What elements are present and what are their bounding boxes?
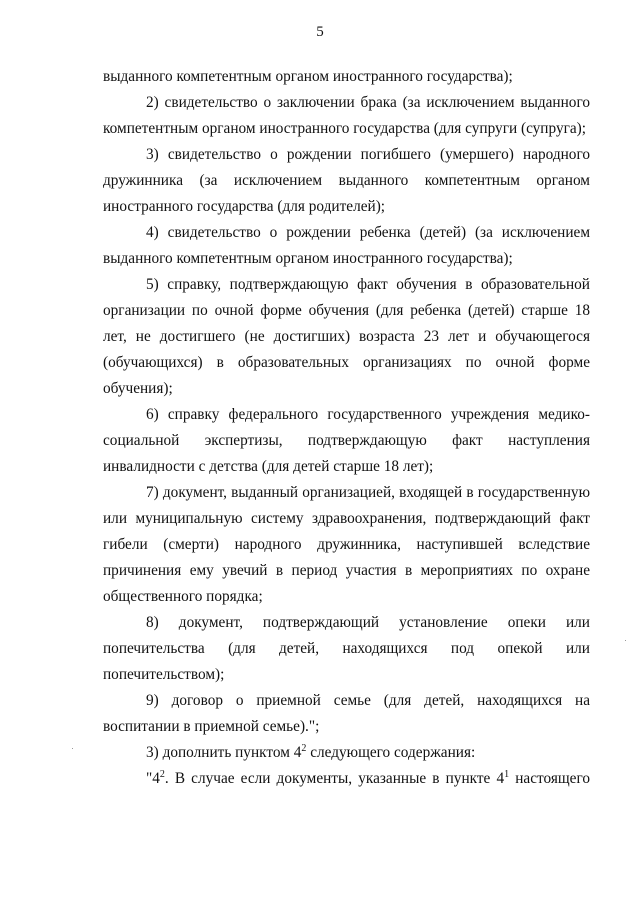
amendment-superscript: 2 [301, 743, 307, 754]
list-item-9: 9) договор о приемной семье (для детей, находящихся на воспитании в приемной семье)."; [103, 692, 590, 735]
list-item-6: 6) справку федерального государственного учреждения медико-социальной экспертизы, подтверждающую факт наступления инвалидности с детства (для детей старше 18 лет); [103, 406, 590, 475]
new-clause-end: настоящего [509, 770, 590, 787]
amendment-paragraph [103, 740, 590, 766]
scan-speck [625, 640, 626, 641]
page-number: 5 [316, 24, 324, 40]
scan-speck [72, 748, 73, 749]
list-item-2: 2) свидетельство о заключении брака (за исключением выданного компетентным органом иностранного государства (для супруги (супруга); [103, 94, 590, 137]
list-item-5: 5) справку, подтверждающую факт обучения в образовательной организации по очной форме обучения (для ребенка (детей) старше 18 лет, не достигшего (не достигших) возраста 23 лет и обучающегося (обучающихся) в образовательных организациях по очной форме обучения); [103, 276, 590, 397]
new-clause-open: "4 [146, 770, 160, 787]
new-clause-paragraph [103, 766, 590, 792]
list-item-7: 7) документ, выданный организацией, входящей в государственную или муниципальную систему здравоохранения, подтверждающий факт гибели (смерти) народного дружинника, наступившей вследствие причинения ему увечий в период участия в мероприятиях по охране общественного порядка; [103, 484, 590, 605]
document-body [103, 64, 590, 792]
new-clause-middle: . В случае если документы, указанные в пункте 4 [164, 770, 505, 787]
list-item-8: 8) документ, подтверждающий установление опеки или попечительства (для детей, находящихся под опекой или попечительством); [103, 614, 590, 683]
list-item-4: 4) свидетельство о рождении ребенка (детей) (за исключением выданного компетентным органом иностранного государства); [103, 224, 590, 267]
paragraph-continuation: выданного компетентным органом иностранного государства); [103, 68, 513, 85]
new-clause-superscript-2: 1 [504, 769, 510, 780]
list-item-3: 3) свидетельство о рождении погибшего (умершего) народного дружинника (за исключением выданного компетентным органом иностранного государства (для родителей); [103, 146, 590, 215]
amendment-prefix: 3) дополнить пунктом 4 [146, 744, 302, 761]
new-clause-superscript-1: 2 [159, 769, 165, 780]
amendment-suffix: следующего содержания: [306, 744, 476, 761]
